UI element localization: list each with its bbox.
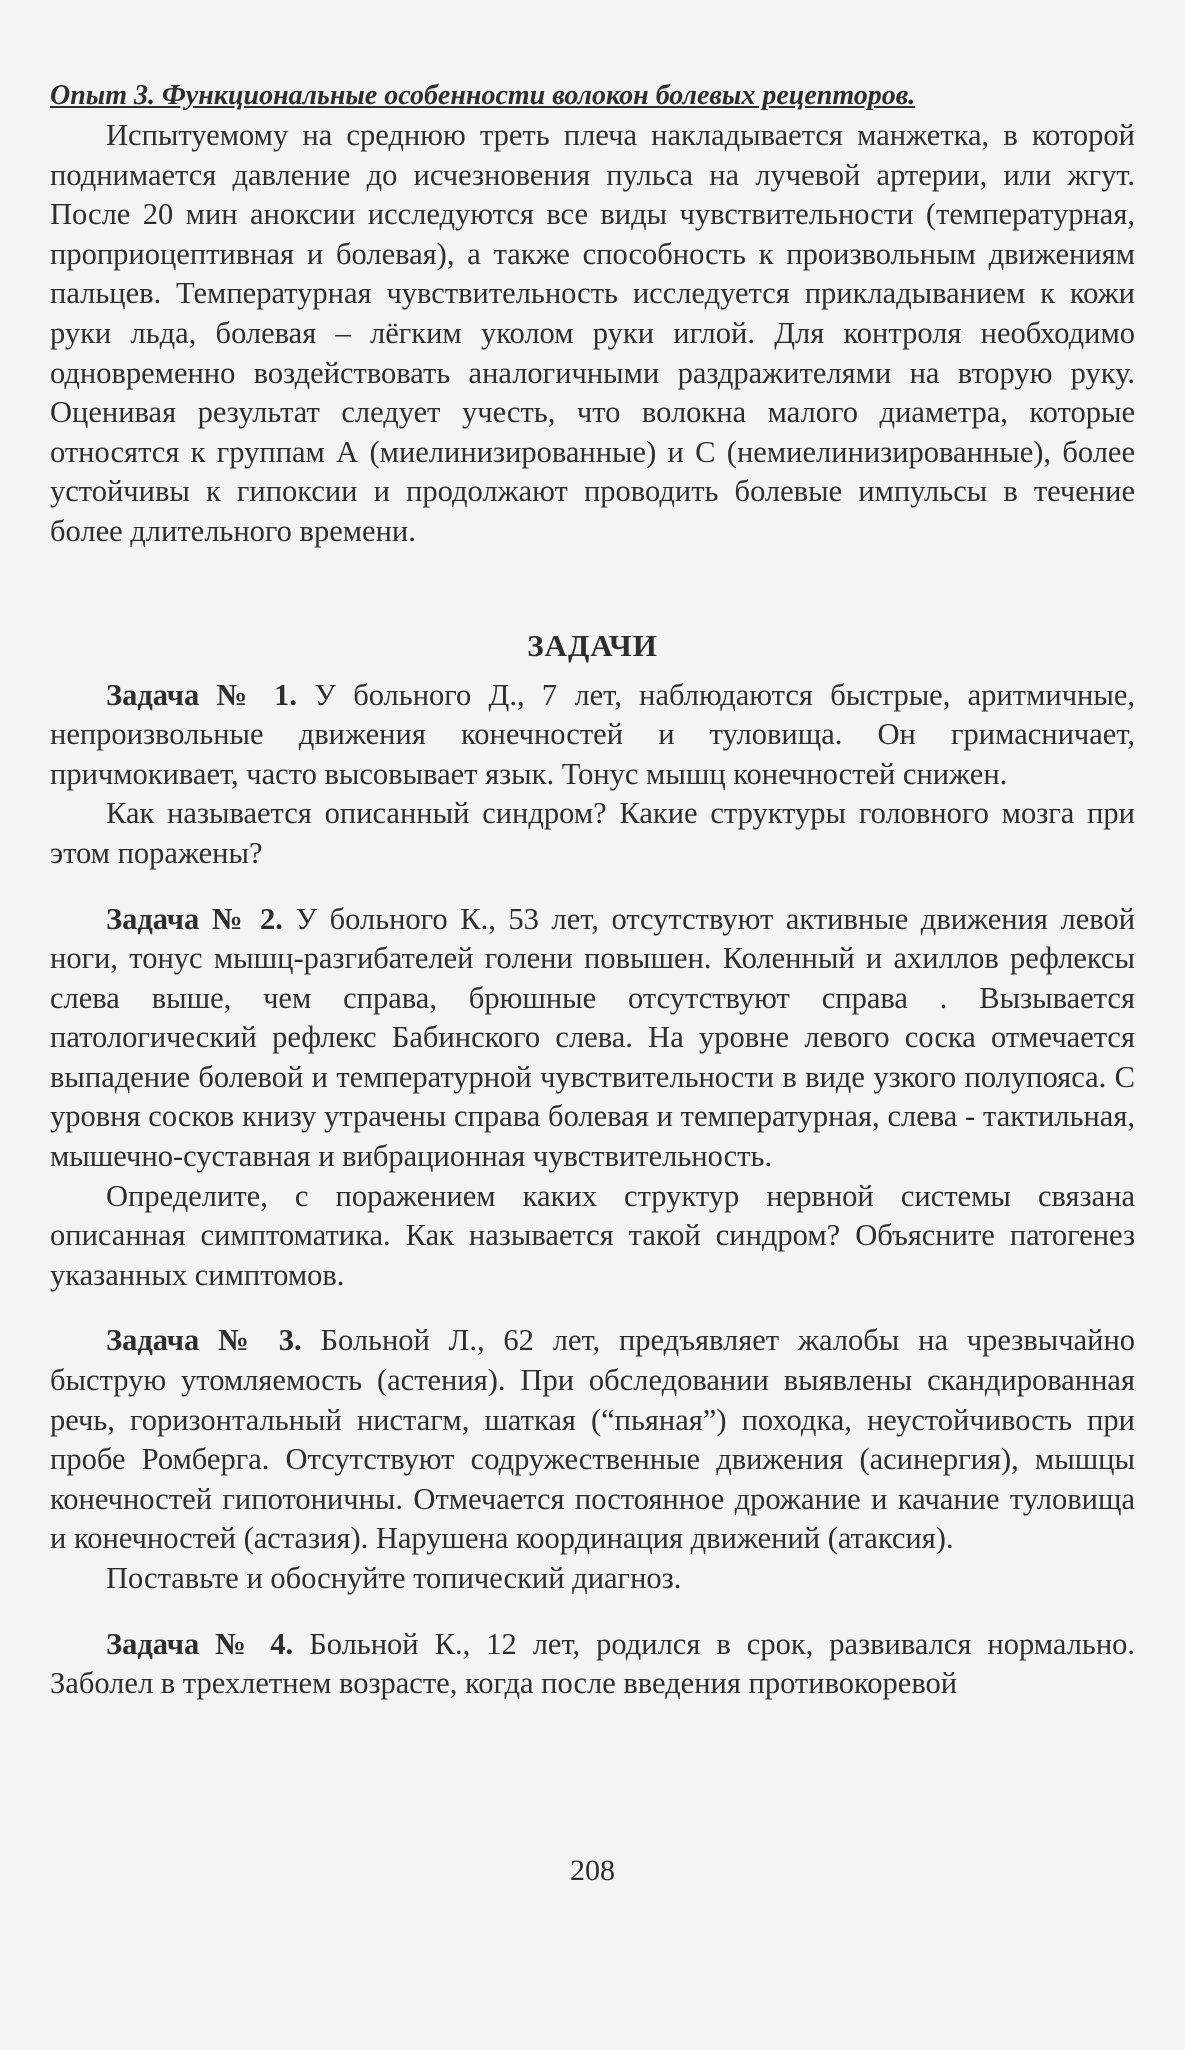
- task-body: Больной Л., 62 лет, предъявляет жалобы на чрезвычайно быструю утомляемость (астения). При обследовании выявлены скандированная речь, горизонтальный нистагм, шаткая (“пьяная”) походка, неустойчивость при пробе Ромберга. Отсутствуют содружественные движения (асинергия), мышцы конечностей гипотоничны. Отмечается постоянное дрожание и качание туловища и конечностей (астазия). Нарушена координация движений (атаксия).: [50, 1323, 1136, 1556]
- experiment-text: Испытуемому на среднюю треть плеча накладывается манжетка, в которой поднимается давление до исчезновения пульса на лучевой артерии, или жгут. После 20 мин аноксии исследуются все виды чувствительности (температурная, проприоцептивная и болевая), а также способность к произвольным движениям пальцев. Температурная чувствительность исследуется прикладыванием к кожи руки льда, болевая – лёгким уколом руки иглой. Для контроля необходимо одновременно воздействовать аналогичными раздражителями на вторую руку. Оценивая результат следует учесть, что волокна малого диаметра, которые относятся к группам А (миелинизированные) и С (немиелинизированные), более устойчивы к гипоксии и продолжают проводить болевые импульсы в течение более длительного времени.: [50, 118, 1135, 548]
- task-4: [50, 1625, 1135, 1704]
- task-body: У больного Д., 7 лет, наблюдаются быстрые, аритмичные, непроизвольные движения конечностей и туловища. Он гримасничает, причмокивает, часто высовывает язык. Тонус мышц конечностей снижен.: [50, 677, 1136, 791]
- task-text: [50, 1321, 1135, 1559]
- task-2: [50, 900, 1135, 1296]
- task-body: У больного К., 53 лет, отсутствуют активные движения левой ноги, тонус мышц-разгибателей голени повышен. Коленный и ахиллов рефлексы слева выше, чем справа, брюшные отсутствуют справа . Вызывается патологический рефлекс Бабинского слева. На уровне левого соска отмечается выпадение болевой и температурной чувствительности в виде узкого полупояса. С уровня сосков книзу утрачены справа болевая и температурная, слева - тактильная, мышечно-суставная и вибрационная чувствительность.: [50, 901, 1136, 1174]
- spacer: [50, 666, 1135, 676]
- spacer: [50, 874, 1135, 900]
- page-content: [50, 78, 1135, 1704]
- task-body: Больной К., 12 лет, родился в срок, развивался нормально. Заболел в трехлетнем возрасте, когда после введения противокоревой: [50, 1626, 1136, 1701]
- task-text: [50, 676, 1135, 795]
- task-text: [50, 1625, 1135, 1704]
- task-text: [50, 900, 1135, 1177]
- task-label: Задача № 3.: [106, 1323, 302, 1358]
- spacer: [50, 1295, 1135, 1321]
- task-question: Поставьте и обоснуйте топический диагноз.: [106, 1561, 682, 1595]
- spacer: [50, 1599, 1135, 1625]
- task-question: Определите, с поражением каких структур нервной системы связана описанная симптоматика. Как называется такой синдром? Объясните патогенез указанных симптомов.: [50, 1178, 1135, 1292]
- task-label: Задача № 1.: [106, 677, 298, 712]
- task-question: Как называется описанный синдром? Какие структуры головного мозга при этом поражены?: [50, 796, 1135, 870]
- task-1: [50, 676, 1135, 874]
- page-number: 208: [570, 1854, 615, 1887]
- tasks-title: ЗАДАЧИ: [527, 627, 658, 663]
- task-3: [50, 1321, 1135, 1598]
- experiment-heading: Опыт 3. Функциональные особенности волокон болевых рецепторов.: [50, 80, 916, 111]
- task-label: Задача № 2.: [106, 901, 283, 936]
- spacer: [50, 552, 1135, 626]
- task-label: Задача № 4.: [106, 1626, 294, 1661]
